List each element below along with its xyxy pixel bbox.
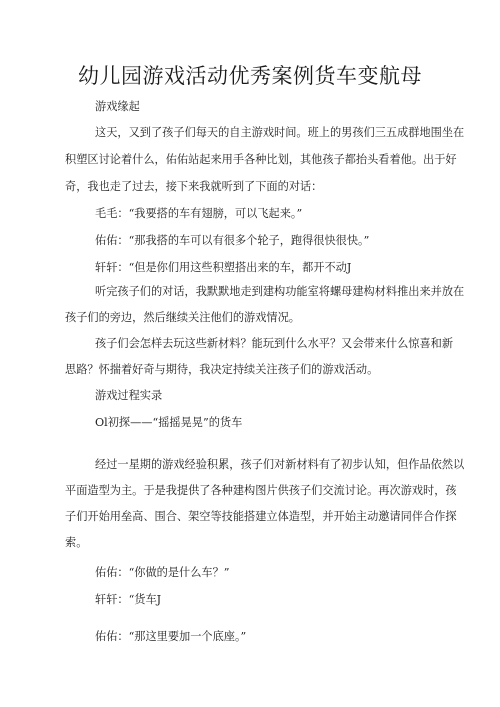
paragraph-line: 孩子们会怎样去玩这些新材料？能玩到什么水平？又会带来什么惊喜和新: [95, 337, 454, 350]
dialogue-line: 轩轩：“货车J: [95, 593, 162, 606]
section-heading-process: 游戏过程实录: [95, 389, 163, 402]
dialogue-line: 佑佑：“你做的是什么车？”: [95, 566, 230, 579]
subsection-heading: Ol初探——“摇摇晃晃”的货车: [95, 416, 243, 429]
paragraph-line: 平面造型为主。于是我提供了各种建构图片供孩子们交流讨论。再次游戏时，孩: [65, 484, 457, 497]
paragraph-line: 奇，我也走了过去，接下来我就听到了下面的对话：: [65, 180, 323, 193]
paragraph-line: 这天，又到了孩子们每天的自主游戏时间。班上的男孩们三五成群地围坐在: [95, 126, 465, 139]
dialogue-line: 佑佑：“那我搭的车可以有很多个轮子，跑得很快很快。”: [95, 234, 370, 247]
paragraph-line: 索。: [65, 536, 88, 549]
paragraph-line: 积塑区讨论着什么，佑佑站起来用手各种比划，其他孩子都抬头看着他。出于好: [65, 153, 457, 166]
dialogue-line: 毛毛：“我要搭的车有翅膀，可以飞起来。”: [95, 207, 303, 220]
paragraph-line: 经过一星期的游戏经验积累，孩子们对新材料有了初步认知，但作品依然以: [95, 458, 465, 471]
dialogue-line: 轩轩：“但是你们用这些积塑搭出来的车，都开不动J: [95, 261, 352, 274]
paragraph-line: 孩子们的旁边，然后继续关注他们的游戏情况。: [65, 311, 300, 324]
paragraph-line: 思路？怀揣着好奇与期待，我决定持续关注孩子们的游戏活动。: [65, 363, 379, 376]
document-title: 幼儿园游戏活动优秀案例货车变航母: [78, 64, 422, 88]
paragraph-line: 子们开始用垒高、围合、架空等技能搭建立体造型，并开始主动邀请同伴合作探: [65, 510, 457, 523]
dialogue-line: 佑佑：“那这里要加一个底座。”: [95, 630, 247, 643]
paragraph-line: 听完孩子们的对话，我默默地走到建构功能室将螺母建构材料推出来并放在: [95, 285, 465, 298]
section-heading-origin: 游戏缘起: [95, 100, 140, 113]
